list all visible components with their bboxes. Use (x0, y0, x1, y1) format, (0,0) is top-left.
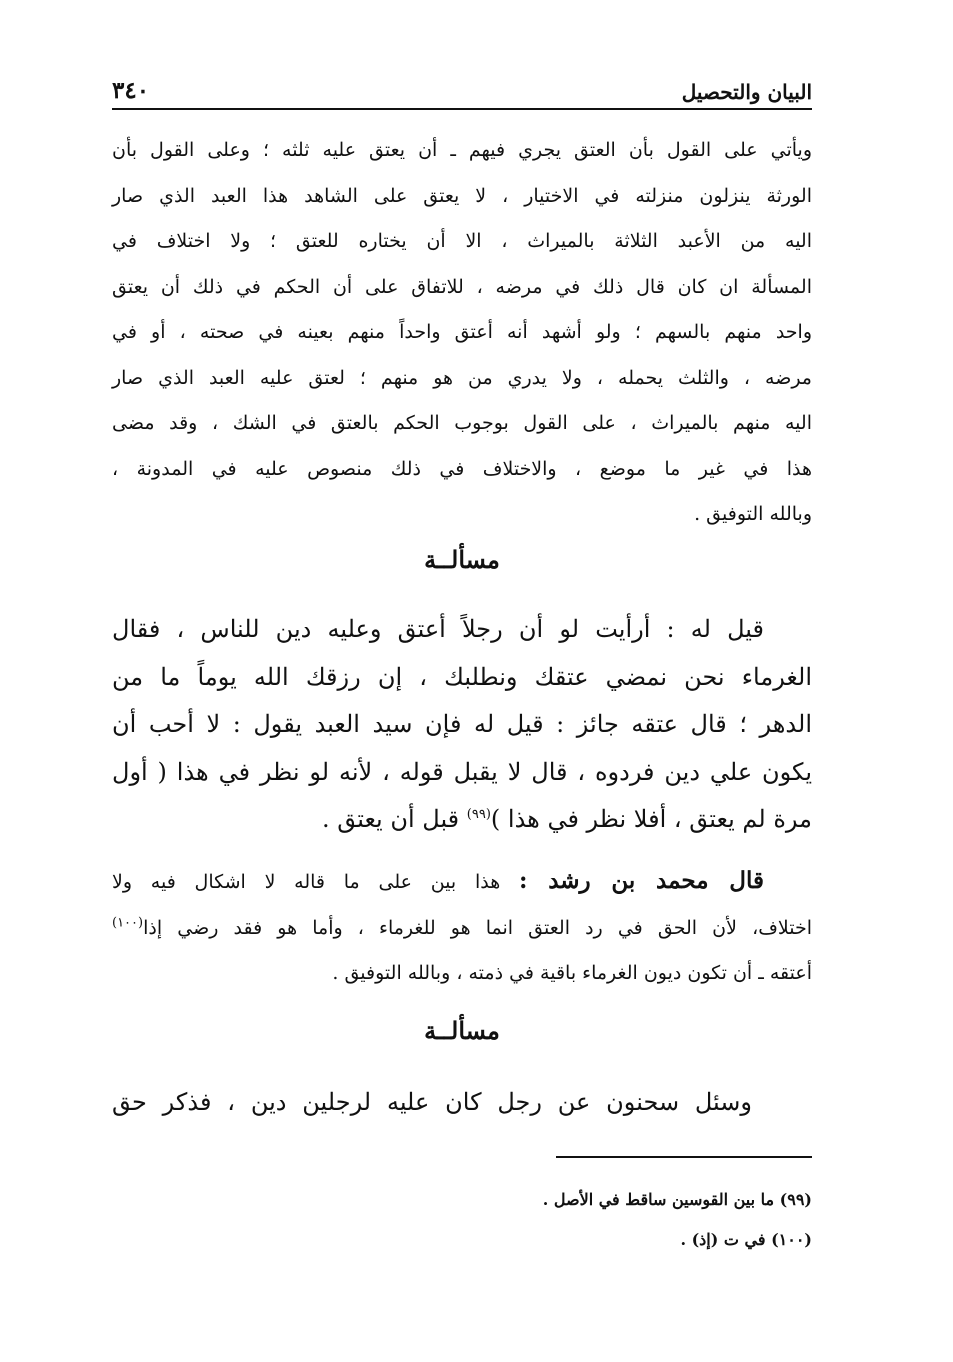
footnote-ref-99: (٩٩) (466, 807, 491, 822)
text-line: ويأتي على القول بأن العتق يجري فيهم ـ أن يعتق عليه ثلثه ؛ وعلى القول بأن (112, 139, 812, 161)
footnotes (112, 1180, 812, 1260)
text-line: وبالله التوفيق . (694, 503, 812, 525)
text-fragment: مرة لم يعتق ، أفلا نظر في هذا ) (490, 805, 812, 833)
text-line: الغرماء نحن نمضي عتقك ونطلبك ، إن رزقك الله يوماً ما من (112, 662, 812, 691)
page-header (112, 64, 812, 104)
footnote-rule (556, 1156, 812, 1158)
text-line: الدهر ؛ قال عتقه جائز : قيل له فإن سيد العبد يقول : لا أحب أن (112, 710, 812, 738)
text-line: أعتقه ـ أن تكون ديون الغرماء باقية في ذمته ، وبالله التوفيق . (332, 962, 812, 984)
running-title: البيان والتحصيل (681, 80, 812, 104)
paragraph-1 (112, 128, 812, 538)
text-line: الورثة ينزلون منزلته في الاختيار ، لا يعتق على الشاهد هذا العبد الذي صار (112, 184, 812, 207)
text-line: واحد منهم بالسهم ؛ ولو أشهد أنه أعتق واحداً منهم بعينه في صحته ، أو في (112, 321, 813, 343)
text-line: يكون علي دين فردوه ، قال لا يقبل قوله ، لأنه لو نظر في هذا ( أول (112, 757, 812, 786)
text-fragment: قبل أن يعتق . (321, 805, 467, 833)
text-fragment: هذا بين على ما قاله لا اشكال فيه ولا (112, 871, 519, 893)
section-heading-2: مسألــة (424, 1016, 500, 1045)
paragraph-3 (112, 858, 812, 997)
header-rule (112, 108, 812, 110)
text-line (112, 796, 812, 844)
text-line (112, 906, 812, 952)
text-line: وسئل سحنون عن رجل كان عليه لرجلين دين ، فذكر حق (112, 1088, 752, 1116)
text-line: مرضه ، والثلث يحمله ، ولا يدري من هو منهم ؛ لعتق عليه العبد الذي صار (112, 366, 812, 389)
text-line: هذا في غير ما موضع ، والاختلاف في ذلك منصوص عليه في المدونة ، (112, 457, 812, 480)
section-heading-1: مسألــة (424, 545, 500, 574)
text-line: المسألة ان كان قال ذلك في مرضه ، للاتفاق على أن الحكم في ذلك أن يعتق (112, 275, 812, 298)
footnote-100: (١٠٠) في ت (إذ) . (680, 1230, 812, 1249)
text-line: اليه منهم بالميراث ، على القول بوجوب الحكم بالعتق في الشك ، وقد مضى (112, 412, 812, 434)
text-line: قيل له : أرأيت لو أن رجلاً أعتق وعليه دين للناس ، فقال (112, 615, 764, 643)
speaker-label: قال محمد بن رشد : (518, 867, 764, 894)
paragraph-4 (112, 1078, 812, 1126)
paragraph-2 (112, 606, 812, 844)
text-fragment: اختلاف، لأن الحق في رد العتق انما هو للغرماء ، وأما هو فقد رضي إذا (143, 916, 812, 939)
text-line (112, 858, 812, 906)
page-number: ٣٤٠ (112, 77, 150, 104)
footnote-ref-100: (١٠٠) (112, 915, 144, 931)
footnote-99: (٩٩) ما بين القوسين ساقط في الأصل . (542, 1190, 812, 1209)
text-line: اليه من الأعبد الثلاثة بالميراث ، الا أن يختاره للعتق ؛ ولا اختلاف في (112, 230, 812, 252)
